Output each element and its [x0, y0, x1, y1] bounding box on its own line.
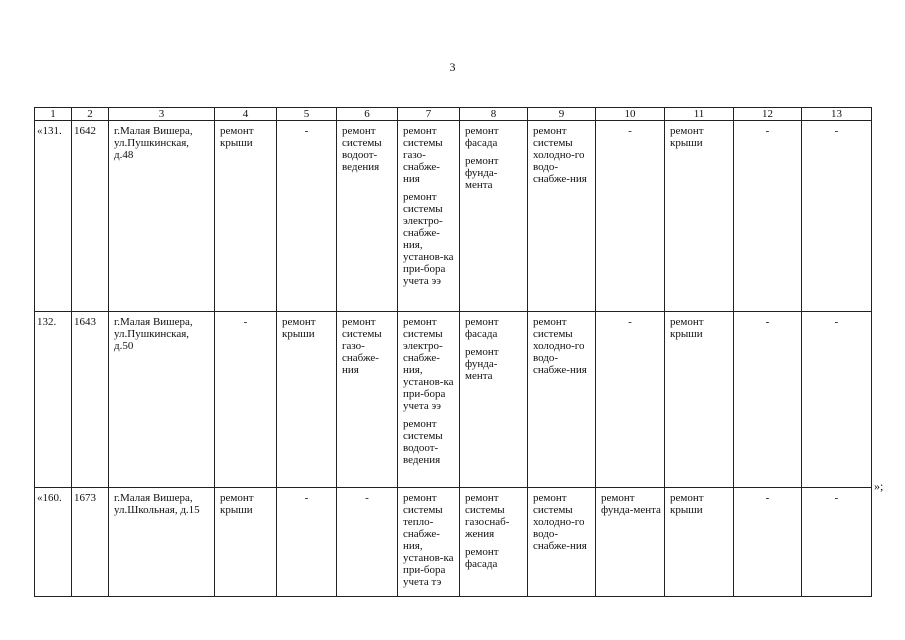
column-header: 7: [398, 108, 460, 121]
work-cell-col13: [802, 488, 872, 597]
work-cell-col4: [215, 121, 277, 312]
work-cell-col4: [215, 312, 277, 488]
work-item: -: [834, 316, 839, 328]
building-code: 1642: [74, 125, 96, 137]
work-item: -: [834, 125, 839, 137]
work-item: ремонт системы холодно-го водо-снабже-ния: [533, 125, 587, 185]
building-address: г.Малая Вишера, ул.Пушкинская, д.48: [114, 125, 193, 161]
column-header: 4: [215, 108, 277, 121]
code-cell: [72, 121, 109, 312]
building-code: 1673: [74, 492, 96, 504]
work-item: -: [628, 125, 632, 137]
work-cell-col11: [665, 488, 734, 597]
work-item: ремонт крыши: [282, 316, 316, 340]
building-code: 1643: [74, 316, 96, 328]
work-cell-col5: [277, 488, 337, 597]
work-item: ремонт фунда-мента: [465, 346, 499, 382]
work-item: -: [365, 492, 369, 504]
work-cell-col9: [528, 488, 596, 597]
row-number: «131.: [37, 125, 62, 137]
work-item: ремонт фунда-мента: [601, 492, 661, 516]
header-row: [35, 108, 872, 121]
repair-schedule-table: [34, 107, 872, 597]
work-item: ремонт системы газо-снабже-ния: [403, 125, 443, 185]
column-header: 8: [460, 108, 528, 121]
work-item: -: [243, 316, 248, 328]
work-cell-col9: [528, 312, 596, 488]
work-item: ремонт системы газо-снабже-ния: [342, 316, 382, 376]
work-cell-col9: [528, 121, 596, 312]
column-header: 3: [109, 108, 215, 121]
work-cell-col11: [665, 312, 734, 488]
work-item: -: [765, 492, 770, 504]
work-cell-col5: [277, 312, 337, 488]
work-cell-col12: [734, 312, 802, 488]
work-item: -: [834, 492, 839, 504]
table-header: [35, 108, 872, 121]
work-item: ремонт фасада: [465, 546, 499, 570]
work-cell-col8: [460, 312, 528, 488]
row-number-cell: [35, 488, 72, 597]
address-cell: [109, 312, 215, 488]
code-cell: [72, 312, 109, 488]
work-cell-col10: [596, 121, 665, 312]
work-item: -: [304, 125, 309, 137]
work-cell-col7: [398, 121, 460, 312]
work-item: ремонт системы газоснаб-жения: [465, 492, 510, 540]
work-item: ремонт системы водоот-ведения: [342, 125, 382, 173]
work-cell-col12: [734, 488, 802, 597]
work-cell-col6: [337, 312, 398, 488]
column-header: 6: [337, 108, 398, 121]
closing-quote-mark: »;: [874, 479, 884, 493]
work-item: -: [765, 125, 770, 137]
building-address: г.Малая Вишера, ул.Школьная, д.15: [114, 492, 200, 516]
work-cell-col4: [215, 488, 277, 597]
work-item: ремонт системы холодно-го водо-снабже-ния: [533, 316, 587, 376]
address-cell: [109, 488, 215, 597]
work-item: ремонт крыши: [670, 316, 704, 340]
work-item: -: [628, 316, 632, 328]
work-cell-col6: [337, 488, 398, 597]
work-item: ремонт крыши: [220, 125, 254, 149]
table-row: [35, 488, 872, 597]
row-number: «160.: [37, 492, 62, 504]
work-cell-col13: [802, 312, 872, 488]
row-number-cell: [35, 312, 72, 488]
column-header: 5: [277, 108, 337, 121]
work-item: ремонт системы холодно-го водо-снабже-ния: [533, 492, 587, 552]
work-item: -: [765, 316, 770, 328]
work-item: -: [304, 492, 309, 504]
work-cell-col8: [460, 488, 528, 597]
table-row: [35, 312, 872, 488]
column-header: 10: [596, 108, 665, 121]
table-body: [35, 121, 872, 597]
work-item: ремонт крыши: [220, 492, 254, 516]
work-cell-col12: [734, 121, 802, 312]
work-item: ремонт системы электро-снабже-ния, установ-ка при-бора учета ээ: [403, 316, 454, 412]
row-number: 132.: [37, 316, 57, 328]
work-item: ремонт фунда-мента: [465, 155, 499, 191]
work-item: ремонт системы водоот-ведения: [403, 418, 443, 466]
row-number-cell: [35, 121, 72, 312]
work-cell-col10: [596, 312, 665, 488]
work-cell-col11: [665, 121, 734, 312]
work-item: ремонт крыши: [670, 125, 704, 149]
address-cell: [109, 121, 215, 312]
column-header: 1: [35, 108, 72, 121]
page-number: 3: [449, 60, 456, 74]
work-cell-col5: [277, 121, 337, 312]
building-address: г.Малая Вишера, ул.Пушкинская, д.50: [114, 316, 193, 352]
work-item: ремонт фасада: [465, 125, 499, 149]
work-item: ремонт системы тепло-снабже-ния, установ-ка при-бора учета тэ: [403, 492, 454, 588]
table-row: [35, 121, 872, 312]
work-item: ремонт крыши: [670, 492, 704, 516]
work-item: ремонт фасада: [465, 316, 499, 340]
code-cell: [72, 488, 109, 597]
column-header: 9: [528, 108, 596, 121]
repair-schedule-table-wrap: [34, 107, 872, 597]
column-header: 12: [734, 108, 802, 121]
work-cell-col13: [802, 121, 872, 312]
work-cell-col7: [398, 312, 460, 488]
work-cell-col8: [460, 121, 528, 312]
column-header: 11: [665, 108, 734, 121]
work-cell-col7: [398, 488, 460, 597]
work-cell-col10: [596, 488, 665, 597]
column-header: 13: [802, 108, 872, 121]
column-header: 2: [72, 108, 109, 121]
work-cell-col6: [337, 121, 398, 312]
work-item: ремонт системы электро-снабже-ния, установ-ка при-бора учета ээ: [403, 191, 454, 287]
